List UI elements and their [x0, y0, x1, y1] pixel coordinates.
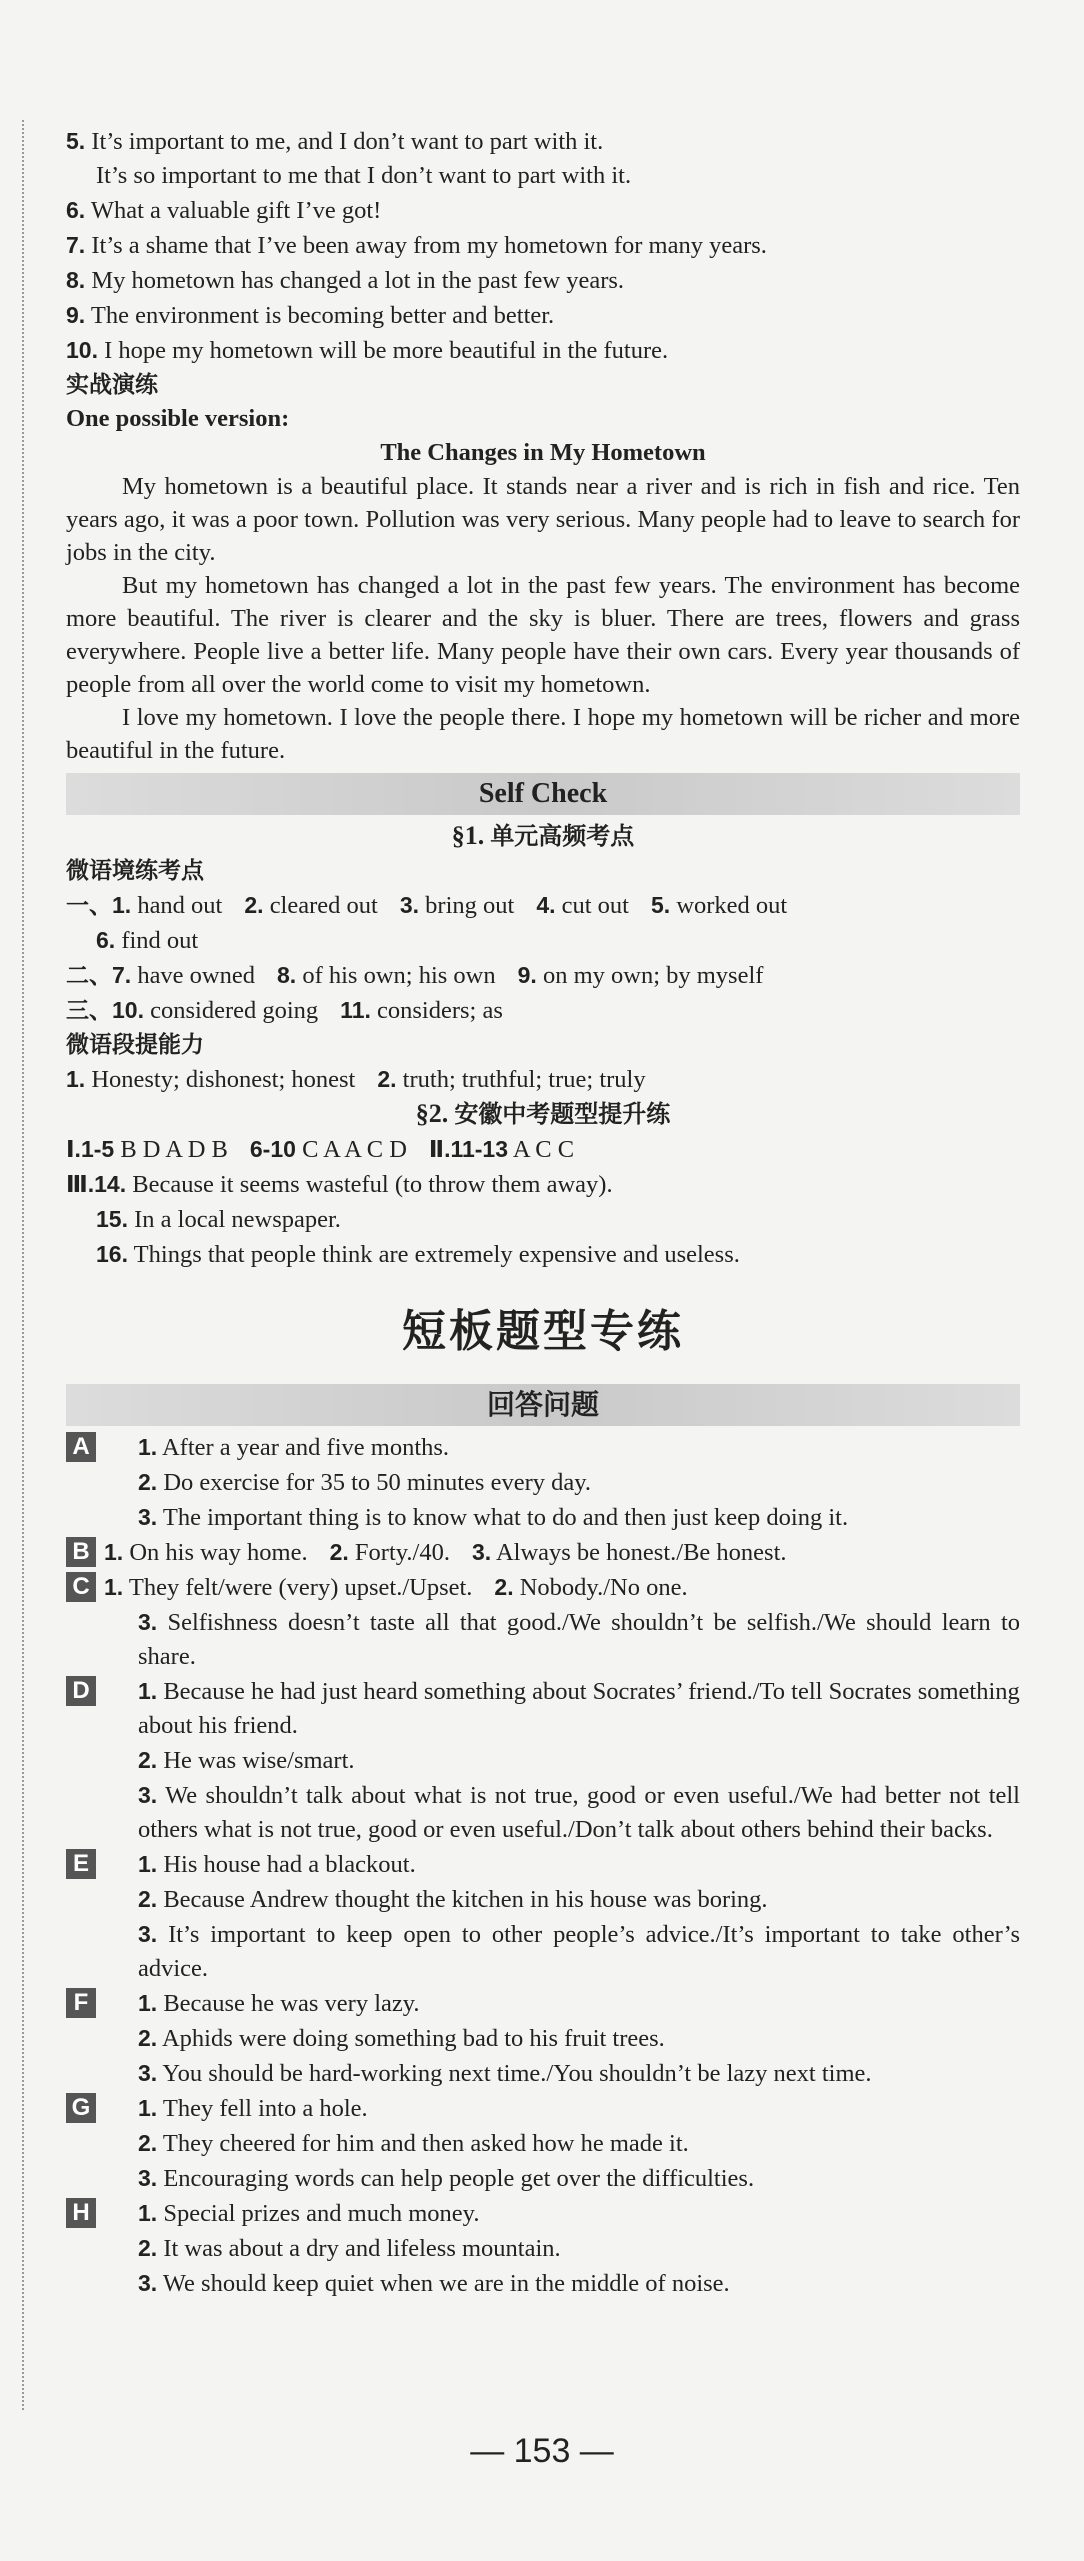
qa-row	[66, 1986, 1020, 2021]
item-number: 6.	[66, 197, 86, 223]
item-text: He was wise/smart.	[157, 1747, 355, 1774]
qa-row	[66, 1778, 1020, 1847]
item-number: 7.	[66, 232, 86, 258]
item-number: 1.	[138, 2200, 158, 2226]
qa-row	[66, 1674, 1020, 1743]
item-text: Aphids were doing something bad to his fruit trees.	[157, 2025, 665, 2052]
item-number: 2.	[494, 1574, 514, 1600]
item-number: 5.	[66, 128, 86, 154]
section-2-title: 安徽中考题型提升练	[454, 1100, 671, 1128]
practice-heading: 实战演练	[66, 372, 158, 398]
item-number: 4.	[536, 892, 556, 918]
item-number: 1.	[104, 1574, 124, 1600]
sentence-line	[66, 263, 1020, 298]
item-number: 5.	[651, 892, 671, 918]
sentence-line	[66, 124, 1020, 159]
qa-row	[66, 1500, 1020, 1535]
big-title: 短板题型专练	[402, 1306, 684, 1357]
item-number: 2.	[138, 1469, 158, 1495]
item-text: It was about a dry and lifeless mountain.	[157, 2235, 561, 2262]
part-prefix: 三、	[66, 998, 112, 1024]
item-number: 1.	[138, 1434, 158, 1460]
answer-line	[66, 1202, 1020, 1237]
item-text: On his way home.	[123, 1539, 308, 1566]
item-text: Nobody./No one.	[513, 1574, 688, 1601]
qa-row	[66, 2021, 1020, 2056]
item-number: 3.	[471, 1539, 492, 1565]
item-text: They felt/were (very) upset./Upset.	[123, 1574, 473, 1601]
item-number: 1.	[138, 1851, 158, 1877]
item-text: Because Andrew thought the kitchen in his house was boring.	[157, 1886, 768, 1913]
item-text: on my own; by myself	[536, 962, 764, 989]
sentence-line	[66, 298, 1020, 333]
item-text: It’s important to keep open to other people’s advice./It’s important to take other’s advice.	[138, 1921, 1020, 1982]
item-text: I hope my hometown will be more beautiful in the future.	[97, 337, 669, 364]
badge-g: G	[66, 2093, 96, 2123]
essay-paragraph-1: My hometown is a beautiful place. It stands near a river and is rich in fish and rice. Ten years ago, it was a poor town. Pollution was very serious. Many people had to leave to search for jobs in the city.	[66, 473, 1020, 566]
qa-row	[66, 1847, 1020, 1882]
item-number: 9.	[517, 962, 537, 988]
qa-band	[66, 1384, 1020, 1426]
item-number: 2.	[329, 1539, 349, 1565]
badge-c: C	[66, 1572, 96, 1602]
item-text: They cheered for him and then asked how he made it.	[157, 2130, 689, 2157]
item-number: 1.	[138, 1678, 158, 1704]
item-number: 2.	[138, 2235, 158, 2261]
item-text: Because it seems wasteful (to throw them away).	[126, 1171, 613, 1198]
item-text: considers; as	[370, 997, 503, 1024]
item-text: In a local newspaper.	[127, 1206, 341, 1233]
item-text: You should be hard-working next time./You shouldn’t be lazy next time.	[157, 2060, 872, 2087]
qa-row	[66, 1917, 1020, 1986]
item-text: The environment is becoming better and better.	[85, 302, 555, 329]
item-text: After a year and five months.	[157, 1434, 450, 1461]
translation-sentences	[66, 124, 1020, 368]
item-text: Encouraging words can help people get over the difficulties.	[157, 2165, 755, 2192]
item-text: They fell into a hole.	[157, 2095, 368, 2122]
item-number: 11.	[340, 997, 371, 1023]
item-text: The important thing is to know what to do and then just keep doing it.	[157, 1504, 849, 1531]
item-number: 3.	[138, 1504, 158, 1530]
answer-line-2	[66, 958, 1020, 993]
answer-line	[66, 1237, 1020, 1272]
item-number: 1.	[112, 892, 132, 918]
item-text: hand out	[131, 892, 223, 919]
item-number: 14.	[94, 1171, 127, 1197]
essay-paragraph-2: But my hometown has changed a lot in the past few years. The environment has become more beautiful. The river is clearer and the sky is bluer. There are trees, flowers and grass everywhere. People live a better life. Many people have their own cars. Every year thousands of people from all over the world come to visit my hometown.	[66, 572, 1020, 698]
item-number: 1.	[138, 2095, 158, 2121]
sentence-line	[66, 228, 1020, 263]
item-text: It’s important to me, and I don’t want to part with it.	[85, 128, 604, 155]
item-text: cleared out	[263, 892, 378, 919]
micro-context-heading: 微语境练考点	[66, 858, 204, 884]
section-1-heading	[66, 819, 1020, 854]
item-text: Forty./40.	[348, 1539, 450, 1566]
badge-h: H	[66, 2198, 96, 2228]
essay-title: The Changes in My Hometown	[380, 439, 706, 466]
item-number: 1.	[66, 1066, 86, 1092]
sentence-line	[66, 193, 1020, 228]
answer-line-5	[66, 1132, 1020, 1167]
item-number: 3.	[138, 2060, 158, 2086]
badge-d: D	[66, 1676, 96, 1706]
sentence-line	[66, 159, 1020, 193]
qa-row	[66, 1430, 1020, 1465]
item-text: My hometown has changed a lot in the past few years.	[85, 267, 625, 294]
item-number: 2.	[244, 892, 264, 918]
item-text: Special prizes and much money.	[157, 2200, 480, 2227]
section-1-title: 单元高频考点	[490, 822, 635, 850]
item-text: Selfishness doesn’t taste all that good./We shouldn’t be selfish./We should learn to share.	[138, 1609, 1020, 1670]
item-text: of his own; his own	[296, 962, 496, 989]
qa-row	[66, 1605, 1020, 1674]
part-prefix: Ⅲ.	[66, 1171, 95, 1197]
qa-row	[66, 2126, 1020, 2161]
qa-row	[66, 2231, 1020, 2266]
sentence-line	[66, 333, 1020, 368]
item-text: considered going	[143, 997, 319, 1024]
part-1-answers: B D A D B	[120, 1136, 228, 1163]
item-text: Always be honest./Be honest.	[491, 1539, 787, 1566]
item-text: We shouldn’t talk about what is not true, good or even useful./We had better not tell others what is not true, good or even useful./Don’t talk about others behind their backs.	[138, 1782, 1020, 1843]
item-text: What a valuable gift I’ve got!	[85, 197, 382, 224]
item-number: 7.	[112, 962, 132, 988]
item-number: 1.	[104, 1539, 124, 1565]
answer-line	[66, 1167, 1020, 1202]
qa-row	[66, 2091, 1020, 2126]
item-text: Do exercise for 35 to 50 minutes every day.	[157, 1469, 592, 1496]
version-label: One possible version:	[66, 405, 290, 432]
item-text: Honesty; dishonest; honest	[85, 1066, 356, 1093]
qa-row	[66, 2196, 1020, 2231]
essay-paragraph-3: I love my hometown. I love the people there. I hope my hometown will be richer and more beautiful in the future.	[66, 704, 1020, 764]
item-number: 1.	[138, 1990, 158, 2016]
item-text: Because he was very lazy.	[157, 1990, 420, 2017]
item-text: We should keep quiet when we are in the middle of noise.	[157, 2270, 730, 2297]
item-number: 2.	[138, 1747, 158, 1773]
item-number: 3.	[138, 1609, 158, 1635]
margin-dotted-line	[22, 120, 24, 2410]
qa-row	[66, 1570, 1020, 1605]
answer-line-3	[66, 993, 1020, 1028]
micro-paragraph-heading: 微语段提能力	[66, 1032, 204, 1058]
answer-line-4	[66, 1062, 1020, 1097]
part-prefix: 二、	[66, 963, 112, 989]
badge-b: B	[66, 1537, 96, 1567]
item-text: It’s a shame that I’ve been away from my hometown for many years.	[85, 232, 767, 259]
item-number: 10.	[112, 997, 144, 1023]
item-text: bring out	[419, 892, 515, 919]
item-number: 3.	[138, 2165, 158, 2191]
item-number: 16.	[96, 1241, 128, 1267]
item-number: 10.	[66, 337, 98, 363]
part-prefix: 一、	[66, 893, 112, 919]
item-number: 2.	[138, 2025, 158, 2051]
item-number: 3.	[399, 892, 420, 918]
section-1-number: §1.	[451, 821, 485, 850]
qa-row	[66, 1465, 1020, 1500]
qa-row	[66, 2161, 1020, 2196]
section-2-heading	[66, 1097, 1020, 1132]
item-text: Things that people think are extremely expensive and useless.	[127, 1241, 740, 1268]
item-text: cut out	[555, 892, 629, 919]
badge-f: F	[66, 1988, 96, 2018]
item-number: 2.	[377, 1066, 397, 1092]
page-content	[66, 124, 1020, 2301]
item-text: His house had a blackout.	[157, 1851, 416, 1878]
part-2-label: Ⅱ.11-13	[428, 1136, 509, 1162]
item-number: 8.	[66, 267, 86, 293]
item-number: 3.	[138, 1921, 158, 1947]
qa-row	[66, 1882, 1020, 1917]
part-1b-label: 6-10	[249, 1136, 296, 1162]
part-1-label: Ⅰ.1-5	[66, 1136, 115, 1162]
answer-line-1	[66, 888, 1020, 923]
item-number: 6.	[96, 927, 116, 953]
item-text: find out	[115, 927, 199, 954]
item-number: 8.	[277, 962, 297, 988]
item-text: Because he had just heard something about Socrates’ friend./To tell Socrates something about his friend.	[138, 1678, 1020, 1739]
qa-row	[66, 2266, 1020, 2301]
item-text: truth; truthful; true; truly	[396, 1066, 646, 1093]
badge-e: E	[66, 1849, 96, 1879]
part-1b-answers: C A A C D	[302, 1136, 407, 1163]
qa-band-title: 回答问题	[486, 1388, 599, 1421]
answer-line-1b	[66, 923, 1020, 958]
page-number: — 153 —	[470, 2432, 614, 2470]
item-number: 2.	[138, 2130, 158, 2156]
self-check-title: Self Check	[478, 778, 608, 809]
item-number: 9.	[66, 302, 86, 328]
section-2-number: §2.	[415, 1099, 449, 1128]
part-2-answers: A C C	[512, 1136, 575, 1163]
badge-a: A	[66, 1432, 96, 1462]
item-text: have owned	[131, 962, 256, 989]
qa-row	[66, 2056, 1020, 2091]
qa-row	[66, 1535, 1020, 1570]
qa-list	[66, 1430, 1020, 2301]
item-text: It’s so important to me that I don’t want to part with it.	[96, 162, 632, 189]
qa-row	[66, 1743, 1020, 1778]
item-number: 15.	[96, 1206, 128, 1232]
item-number: 2.	[138, 1886, 158, 1912]
item-text: worked out	[670, 892, 788, 919]
self-check-band	[66, 773, 1020, 815]
item-number: 3.	[138, 2270, 158, 2296]
item-number: 3.	[138, 1782, 158, 1808]
answer-part-3	[66, 1167, 1020, 1272]
